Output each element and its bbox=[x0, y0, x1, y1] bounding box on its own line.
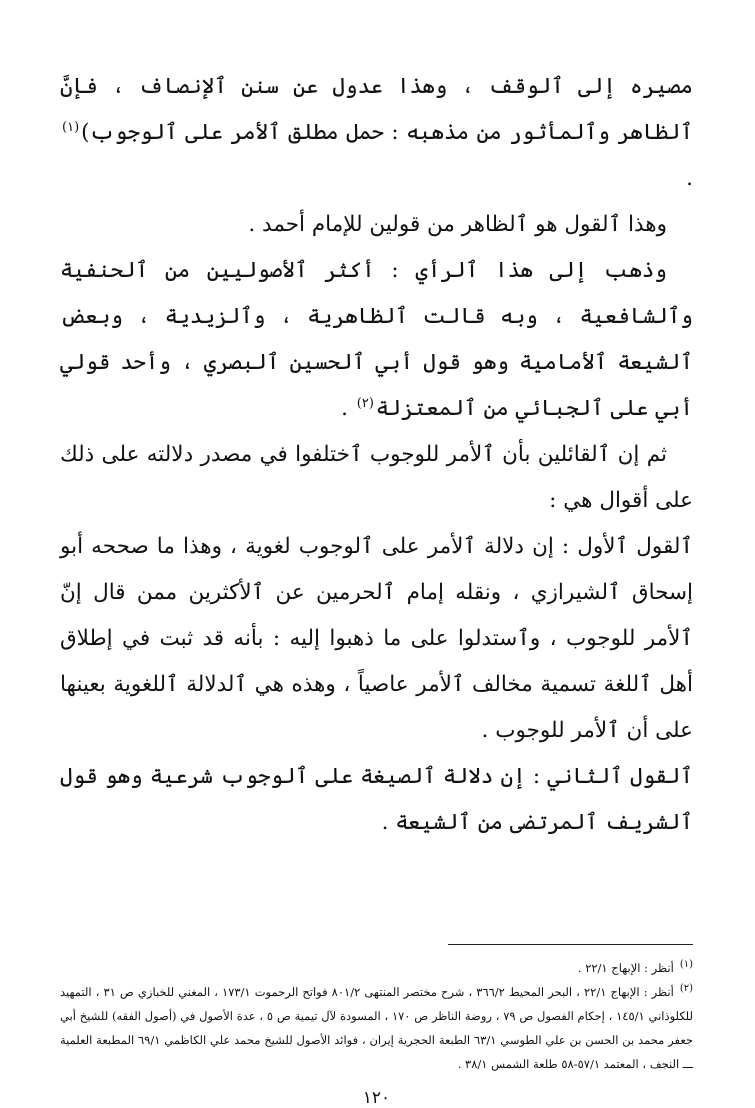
paragraph-6: ٱلقول ٱلثاني : إن دلالة ٱلصيغة على ٱلوجوب شرعية وهو قول ٱلشريف ٱلمرتضى من ٱلشيعة . bbox=[60, 764, 693, 835]
footnote-1-text: أنظر : الإبهاج ٢٢/١ . bbox=[577, 961, 674, 975]
footnotes bbox=[60, 956, 693, 1076]
paragraph-5: ٱلقول ٱلأول : إن دلالة ٱلأمر على ٱلوجوب لغوية ، وهذا ما صححه أبو إسحاق ٱلشيرازي ، ونقله إمام ٱلحرمين عن ٱلأكثرين ممن قال إنّ ٱلأمر للوجوب ، وٱستدلوا على ما ذهبوا إليه : بأنه قد ثبت في إطلاق أهل ٱللغة تسمية مخالف ٱلأمر عاصياً ، وهذه هي ٱلدلالة ٱللغوية بعينها على أن ٱلأمر للوجوب . bbox=[60, 534, 693, 743]
footnote-divider bbox=[448, 944, 693, 945]
footnote-ref-2: (٢) bbox=[356, 395, 374, 411]
footnote-1-number: (١) bbox=[679, 959, 693, 971]
paragraph-1-end: . bbox=[686, 166, 693, 191]
paragraph-4: ثم إن ٱلقائلين بأن ٱلأمر للوجوب ٱختلفوا في مصدر دلالته على ذلك على أقوال هي : bbox=[60, 442, 693, 513]
paragraph-1 bbox=[60, 64, 693, 202]
footnote-2-number: (٢) bbox=[679, 983, 694, 995]
paragraph-3-end: . bbox=[341, 396, 355, 421]
paragraph-1-text: مصيره إلى ٱلوقف ، وهذا عدول عن سنن ٱلإنصاف ، فإنَّ ٱلظاهر وٱلمأثور من مذهبه : حمل مطلق ٱلأمر على ٱلوجوب) bbox=[60, 74, 693, 145]
book-page bbox=[60, 64, 694, 1108]
paragraph-2: وهذا ٱلقول هو ٱلظاهر من قولين للإمام أحمد . bbox=[248, 212, 667, 237]
footnote-2 bbox=[60, 980, 693, 1076]
footnote-2-text: أنظر : الإبهاج ٢٢/١ ، البحر المحيط ٣٦٦/٢ ، شرح مختصر المنتهى ٨٠١/٢ فواتح الرحموت ١٧٣/١ ، المغني للخبازي ص ٣١ ، التمهيد للكلوذاني ١٤٥/١ ، إحكام الفصول ص ٧٩ ، روضة الناظر ص ١٧٠ ، المسودة لآل تيمية ص ٥ ، عدة الأصول في (أصول الفقه) للشيخ أبي جعفر محمد بن الحسن بن علي الطوسي ٦٣/١ الطبعة الحجرية إيران ، فوائد الأصول للشيخ محمد علي الكاظمي ٦٩/١ المطبعة العلمية ـــ النجف ، المعتمد ٥٧/١-٥٨ طلعة الشمس ٣٨/١ . bbox=[60, 985, 693, 1071]
footnote-1 bbox=[60, 956, 693, 980]
main-text bbox=[60, 64, 693, 846]
paragraph-3-text: وذهب إلى هذا ٱلرأي : أكثر ٱلأصوليين من ٱلحنفية وٱلشافعية ، وبه قالت ٱلظاهرية ، وٱلزيدية ، وبعض ٱلشيعة ٱلأمامية وهو قول أبي ٱلحسين ٱلبصري ، وأحد قولي أبي على ٱلجبائي من ٱلمعتزلة bbox=[60, 258, 693, 421]
paragraph-3 bbox=[60, 248, 693, 432]
page-number: ١٢٠ bbox=[362, 1088, 391, 1108]
footnote-ref-1: (١) bbox=[62, 119, 80, 135]
